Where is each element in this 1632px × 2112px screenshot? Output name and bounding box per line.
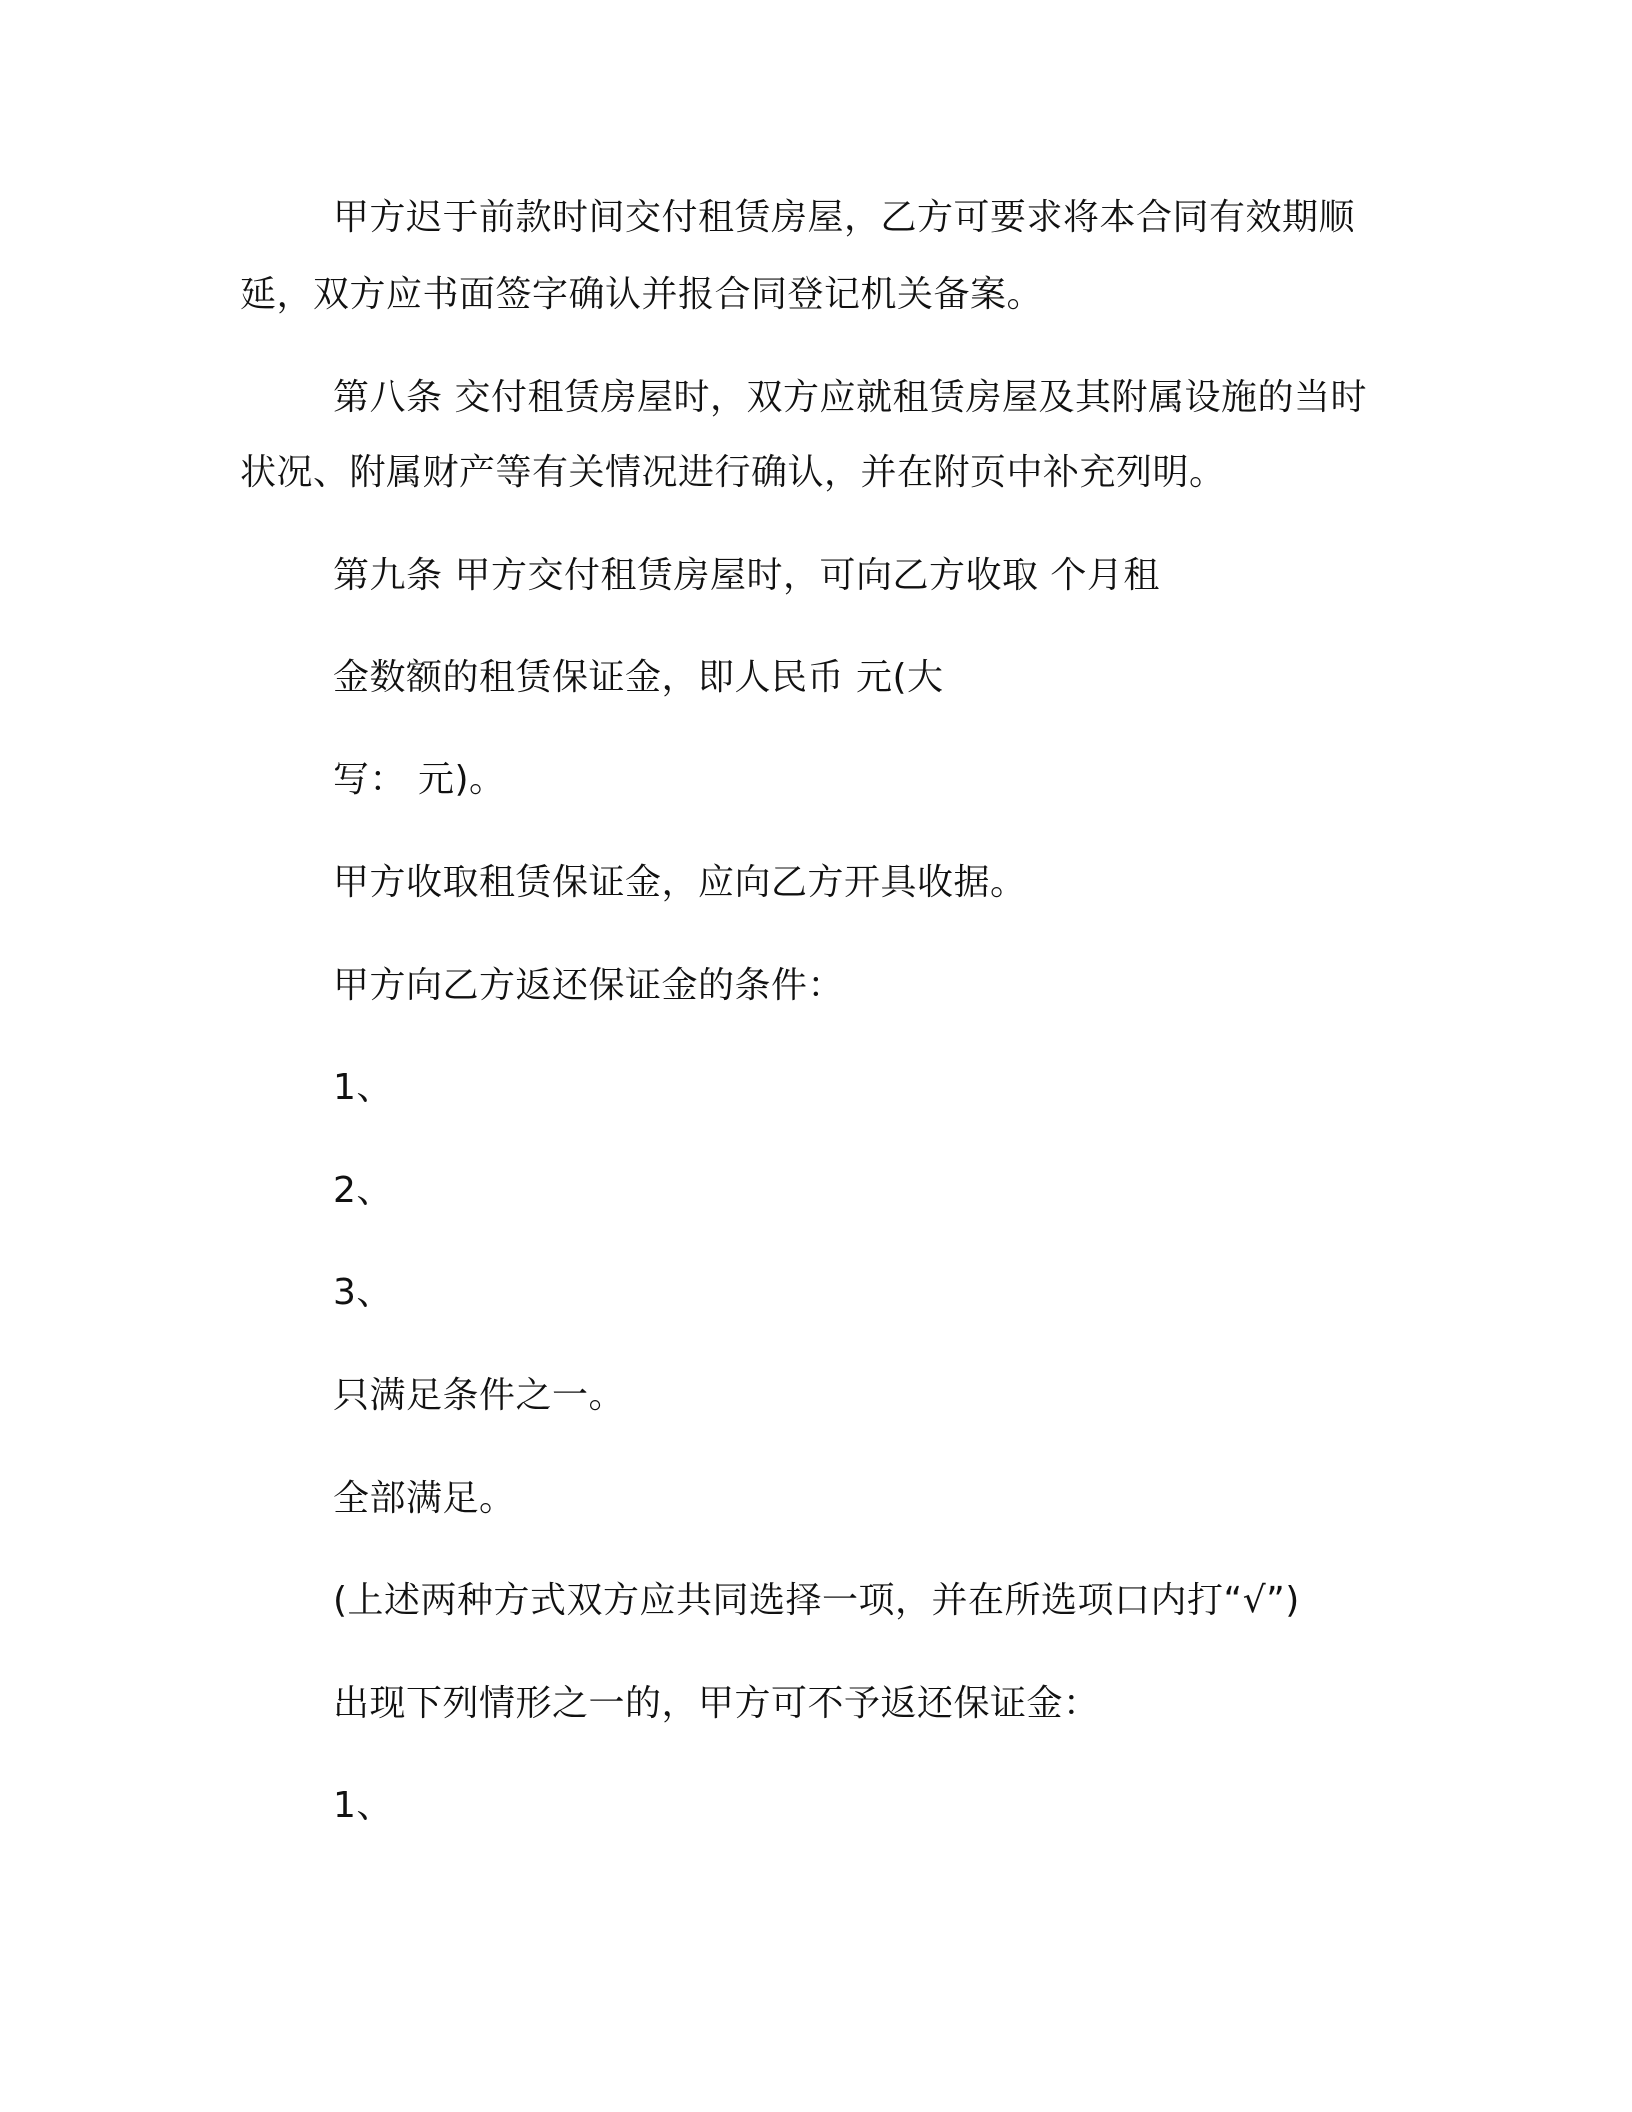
- paragraph-line: 甲方迟于前款时间交付租赁房屋，乙方可要求将本合同有效期顺: [333, 197, 1356, 238]
- paragraph-line: 金数额的租赁保证金，即人民币 元(大: [333, 657, 944, 698]
- paragraph-line: 甲方收取租赁保证金，应向乙方开具收据。: [333, 862, 1027, 903]
- option-line: 全部满足。: [333, 1478, 516, 1519]
- paragraph-line: 状况、附属财产等有关情况进行确认，并在附页中补充列明。: [240, 452, 1226, 493]
- paragraph-line: 甲方向乙方返还保证金的条件：: [333, 965, 845, 1006]
- paragraph-line: 出现下列情形之一的，甲方可不予返还保证金：: [333, 1683, 1100, 1724]
- paragraph-line: 写： 元)。: [333, 759, 506, 800]
- list-item: 1、: [333, 1785, 393, 1826]
- list-item: 2、: [333, 1170, 393, 1211]
- paragraph-line: 延，双方应书面签字确认并报合同登记机关备案。: [240, 274, 1044, 315]
- article-9-line: 第九条 甲方交付租赁房屋时，可向乙方收取 个月租: [333, 555, 1160, 596]
- option-line: 只满足条件之一。: [333, 1375, 626, 1416]
- article-8-line: 第八条 交付租赁房屋时，双方应就租赁房屋及其附属设施的当时: [333, 377, 1367, 418]
- note-line: (上述两种方式双方应共同选择一项，并在所选项口内打“√”): [333, 1580, 1300, 1621]
- list-item: 1、: [333, 1067, 393, 1108]
- list-item: 3、: [333, 1272, 393, 1313]
